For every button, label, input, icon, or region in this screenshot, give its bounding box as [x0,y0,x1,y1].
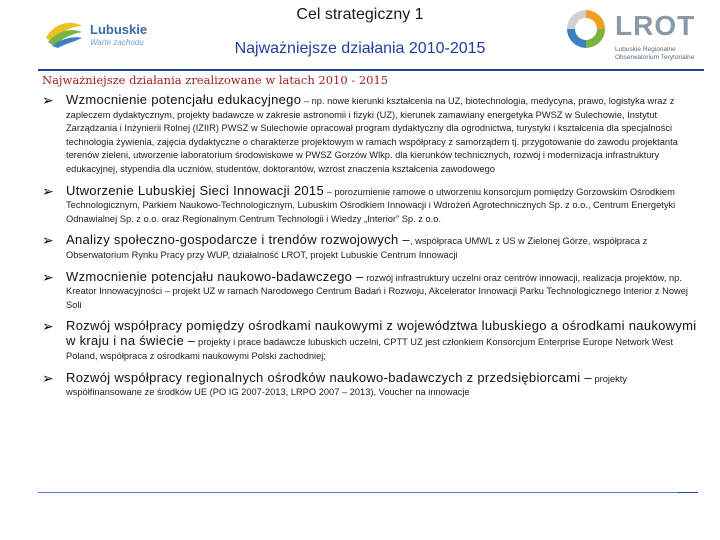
item-description: projekty współfinansowane ze środków UE (PO IG 2007-2013, LRPO 2007 – 2013), Voucher na innowacje [66,373,628,398]
lrot-subline-1: Lubuskie Regionalne [615,46,676,53]
item-heading: Utworzenie Lubuskiej Sieci Innowacji 2015 [66,182,324,198]
item-description: rozwój infrastruktury uczelni oraz centrów innowacji, realizacja projektów, np. Kreator Innowacyjności – projekt UZ w ramach Narodowego Centrum Badań i Rozwoju, Akcelerator Innowacji Parku Technologicznego Interior z Nowej Soli [66,272,688,310]
list-item [42,269,702,312]
page-subtitle: Najważniejsze działania 2010-2015 [234,40,486,57]
list-item [42,370,702,399]
list-item [42,318,702,362]
lrot-wordmark: LROT [615,10,696,41]
item-description: – np. nowe kierunki kształcenia na UZ, biotechnologia, medycyna, prawo, logistyka wraz z zapleczem dydaktycznym, projekty badawcze w zakresie astronomii i fizyki (UZ), kierunek zamawiany energetyka PWSZ w Sulechowie, Instytut Zarządzania i Inżynierii Rolnej (IZIIR) PWSZ w Sulechowie opracował program dydaktyczny dla ogrodnictwa, turystyki i kształcenia dla specjalności technologia żywienia, zajęcia dydaktyczne o charakterze projektowym w ramach współpracy z samorządem tj. przygotowanie do zawodu projektanta terenów zieleni, utworzenie laboratorium środowiskowe w PWSZ Gorzów Wlkp. dla kierunków technicznych, rozwój i modernizacja infrastruktury edukacyjnej, stypendia dla uczniów, studentów, doktorantów, wzrost znaczenia kształcenia zawodowego [66,96,678,174]
item-description: projekty i prace badawcze lubuskich uczelni, CPTT UZ jest członkiem Konsorcjum Enterprise Europe Network West Poland, współpraca z ośrodkami naukowymi Polski zachodniej; [66,337,674,361]
page-title: Cel strategiczny 1 [296,6,424,23]
logo-left-name: Lubuskie [90,22,148,37]
logo-left-tagline: Warte zachodu [90,38,144,47]
footer-divider-end [678,492,698,493]
footer-divider [38,492,698,493]
list-item [42,92,702,176]
header-divider [38,69,704,71]
item-description: – porozumienie ramowe o utworzeniu konsorcjum pomiędzy Gorzowskim Ośrodkiem Technologicznym, Parkiem Naukowo-Technologicznym, Lubuskim Ośrodkiem Innowacji i Wdrożeń Agrotechnicznych Sp. z o.o., Centrum Energetyki Odnawialnej Sp. z o.o. oraz Regionalnym Centrum Technologii i Wiedzy „Interior” Sp. z o.o. [66,186,676,224]
arrow-bullet-icon: ➢ [42,318,54,335]
lrot-logo [563,6,713,68]
list-item [42,183,702,226]
actions-list [42,92,702,406]
arrow-bullet-icon: ➢ [42,92,54,108]
arrow-bullet-icon: ➢ [42,369,54,386]
arrow-bullet-icon: ➢ [42,268,54,285]
item-heading: Wzmocnienie potencjału edukacyjnego [66,92,302,107]
item-heading: Rozwój współpracy pomiędzy ośrodkami naukowymi z województwa lubuskiego a ośrodkami naukowymi w kraju i na świecie – [66,318,697,349]
item-description: , współpraca UMWL z US w Zielonej Górze, współpraca z Obserwatorium Rynku Pracy przy WUP, działalność LROT, projekt Lubuskie Centrum Innowacji [66,236,648,260]
item-heading: Rozwój współpracy regionalnych ośrodków naukowo-badawczych z przedsiębiorcami – [66,369,592,385]
arrow-bullet-icon: ➢ [42,182,54,199]
arrow-bullet-icon: ➢ [42,232,54,249]
item-heading: Analizy społeczno-gospodarcze i trendów rozwojowych – [66,232,410,248]
item-heading: Wzmocnienie potencjału naukowo-badawczego – [66,268,364,284]
lrot-logo-icon [563,6,609,52]
lrot-subline-2: Obserwatorium Terytorialne [615,54,695,61]
list-item [42,232,702,261]
section-title: Najważniejsze działania zrealizowane w latach 2010 - 2015 [42,73,389,87]
